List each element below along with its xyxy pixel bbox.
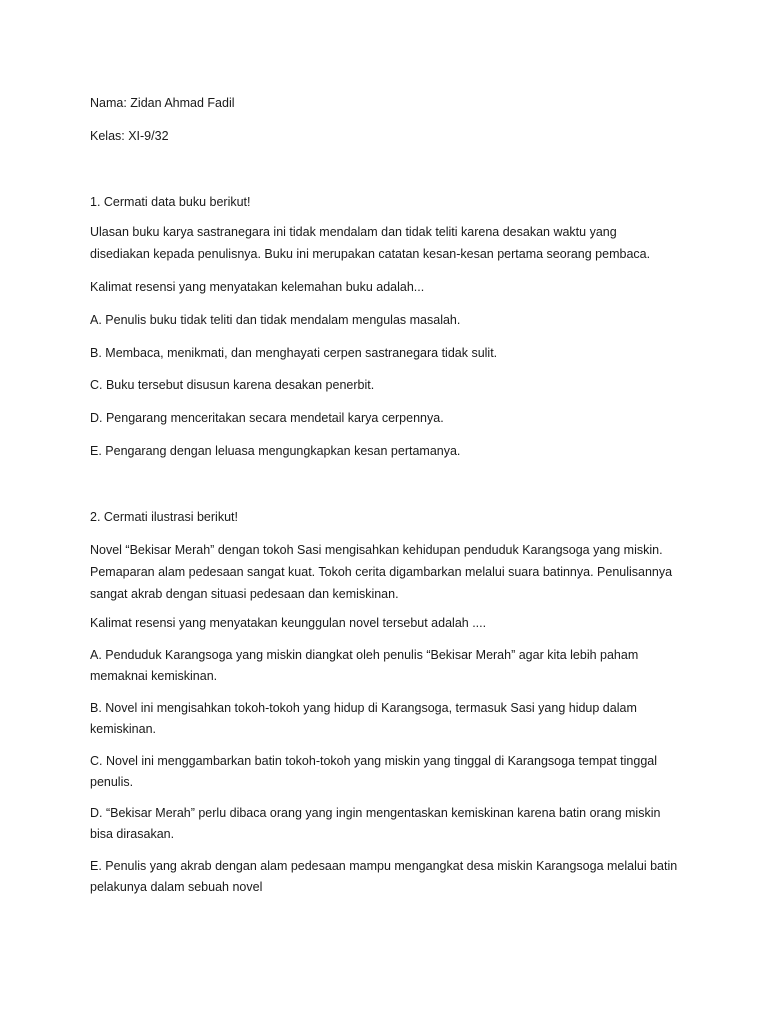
question-2-option-e-cont: pelakunya dalam sebuah novel (90, 880, 263, 894)
question-1-passage-line: Ulasan buku karya sastranegara ini tidak mendalam dan tidak teliti karena desakan waktu yang (90, 225, 617, 239)
question-1-option-e: E. Pengarang dengan leluasa mengungkapkan kesan pertamanya. (90, 444, 461, 458)
question-1-option-a: A. Penulis buku tidak teliti dan tidak mendalam mengulas masalah. (90, 313, 461, 327)
question-2-option-a-cont: memaknai kemiskinan. (90, 669, 218, 683)
student-name: Nama: Zidan Ahmad Fadil (90, 96, 235, 110)
question-2-passage-line: Novel “Bekisar Merah” dengan tokoh Sasi mengisahkan kehidupan penduduk Karangsoga yang miskin. (90, 543, 663, 557)
question-2-option-e: E. Penulis yang akrab dengan alam pedesaan mampu mengangkat desa miskin Karangsoga melalui batin (90, 859, 678, 873)
student-class: Kelas: XI-9/32 (90, 129, 169, 143)
question-2-option-d-cont: bisa dirasakan. (90, 827, 175, 841)
question-1-prompt: Kalimat resensi yang menyatakan kelemahan buku adalah... (90, 280, 425, 294)
question-2-option-c-cont: penulis. (90, 775, 134, 789)
question-2-option-b-cont: kemiskinan. (90, 722, 156, 736)
question-1-heading: 1. Cermati data buku berikut! (90, 195, 251, 209)
question-2-prompt: Kalimat resensi yang menyatakan keunggulan novel tersebut adalah .... (90, 616, 487, 630)
question-2-option-b: B. Novel ini mengisahkan tokoh-tokoh yang hidup di Karangsoga, termasuk Sasi yang hidup dalam (90, 701, 637, 715)
question-2-passage-line: Pemaparan alam pedesaan sangat kuat. Tokoh cerita digambarkan melalui suara batinnya. Penulisannya (90, 565, 673, 579)
question-2-option-d: D. “Bekisar Merah” perlu dibaca orang yang ingin mengentaskan kemiskinan karena batin orang miskin (90, 806, 661, 820)
question-2-option-a: A. Penduduk Karangsoga yang miskin diangkat oleh penulis “Bekisar Merah” agar kita lebih paham (90, 648, 639, 662)
question-1-option-c: C. Buku tersebut disusun karena desakan penerbit. (90, 378, 375, 392)
question-2-passage-line: sangat akrab dengan situasi pedesaan dan kemiskinan. (90, 587, 399, 601)
question-1-option-d: D. Pengarang menceritakan secara mendetail karya cerpennya. (90, 411, 444, 425)
question-1-passage-line: disediakan kepada penulisnya. Buku ini merupakan catatan kesan-kesan pertama seorang pembaca. (90, 247, 651, 261)
question-2-option-c: C. Novel ini menggambarkan batin tokoh-tokoh yang miskin yang tinggal di Karangsoga tempat tinggal (90, 754, 657, 768)
question-2-heading: 2. Cermati ilustrasi berikut! (90, 510, 238, 524)
question-1-option-b: B. Membaca, menikmati, dan menghayati cerpen sastranegara tidak sulit. (90, 346, 498, 360)
